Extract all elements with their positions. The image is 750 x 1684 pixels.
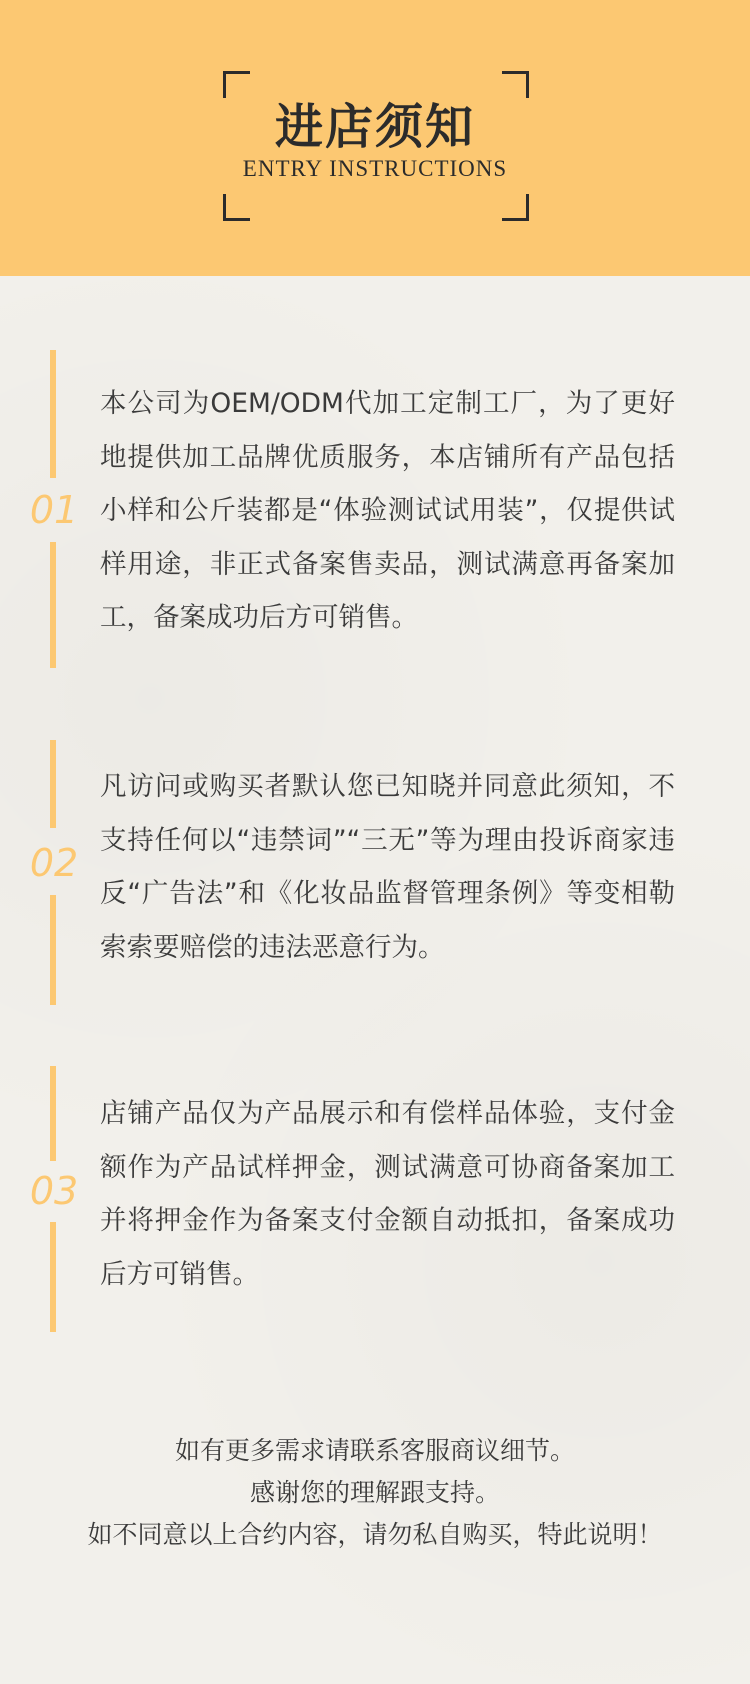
section-number: 03: [29, 1169, 79, 1213]
footer-line: 如有更多需求请联系客服商议细节。: [174, 1436, 575, 1465]
section-number: 01: [29, 488, 79, 532]
section-number: 02: [29, 841, 79, 885]
accent-bar-top: [50, 740, 56, 828]
corner-bracket-bottom-left: [223, 194, 250, 221]
accent-bar-bottom: [50, 542, 56, 668]
page-subtitle: ENTRY INSTRUCTIONS: [242, 156, 508, 181]
accent-bar-bottom: [50, 895, 56, 1005]
section-text: 店铺产品仅为产品展示和有偿样品体验，支付金额作为产品试样押金，测试满意可协商备案加工并将押金作为备案支付金额自动抵扣，备案成功后方可销售。: [100, 1098, 675, 1290]
page-title: 进店须知: [274, 99, 475, 155]
accent-bar-top: [50, 1066, 56, 1161]
header-banner: [0, 0, 750, 276]
footer-note: [0, 1430, 750, 1556]
accent-bar-top: [50, 350, 56, 478]
footer-line: 如不同意以上合约内容，请勿私自购买，特此说明！: [87, 1520, 663, 1549]
section-text: 本公司为OEM/ODM代加工定制工厂，为了更好地提供加工品牌优质服务，本店铺所有产品包括小样和公斤装都是“体验测试试用装”，仅提供试样用途，非正式备案售卖品，测试满意再备案加工，备案成功后方可销售。: [100, 388, 675, 633]
corner-bracket-bottom-right: [502, 194, 529, 221]
footer-line: 感谢您的理解跟支持。: [249, 1478, 500, 1507]
accent-bar-bottom: [50, 1222, 56, 1332]
section-text: 凡访问或购买者默认您已知晓并同意此须知，不支持任何以“违禁词”“三无”等为理由投诉商家违反“广告法”和《化妆品监督管理条例》等变相勒索索要赔偿的违法恶意行为。: [100, 771, 675, 963]
